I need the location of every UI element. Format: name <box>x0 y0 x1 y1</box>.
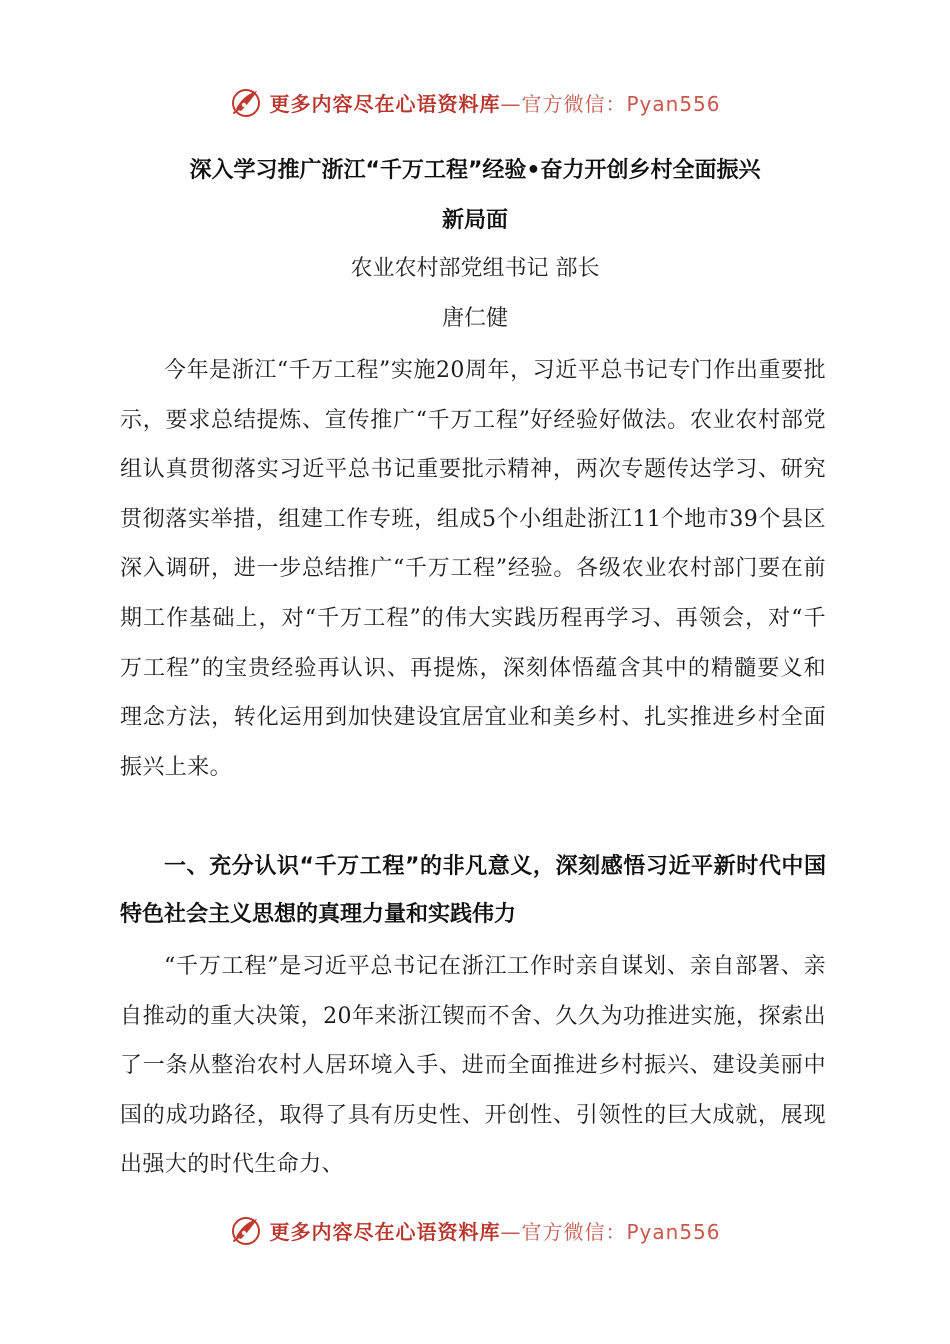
watermark-banner-bottom <box>0 1208 950 1252</box>
document-title-line2: 新局面 <box>441 208 508 233</box>
body-paragraph-1: 今年是浙江“千万工程”实施20周年，习近平总书记专门作出重要批示，要求总结提炼、宣传推广“千万工程”好经验好做法。农业农村部党组认真贯彻落实习近平总书记重要批示精神，两次专题传达学习、研究贯彻落实举措，组建工作专班，组成5个小组赴浙江11个地市39个县区深入调研，进一步总结推广“千万工程”经验。各级农业农村部门要在前期工作基础上，对“千万工程”的伟大实践历程再学习、再领会，对“千万工程”的宝贵经验再认识、再提炼，深刻体悟蕴含其中的精髓要义和理念方法，转化运用到加快建设宜居宜业和美乡村、扎实推进乡村全面振兴上来。 <box>120 358 826 780</box>
watermark-text <box>269 88 720 117</box>
watermark-handle: Pyan556 <box>626 1219 721 1244</box>
pen-nib-seal-icon <box>229 85 263 119</box>
watermark-official-label: 官方微信： <box>521 91 627 116</box>
author-name: 唐仁健 <box>441 306 508 331</box>
watermark-main-text: 更多内容尽在心语资料库 <box>269 91 501 116</box>
document-title-line1: 深入学习推广浙江“千万工程”经验•奋力开创乡村全面振兴 <box>189 158 761 183</box>
watermark-content <box>229 85 720 119</box>
pen-nib-seal-icon <box>229 1213 263 1247</box>
watermark-content <box>229 1213 720 1247</box>
section-1-heading: 一、充分认识“千万工程”的非凡意义，深刻感悟习近平新时代中国特色社会主义思想的真理力量和实践伟力 <box>120 854 826 927</box>
body-paragraph-2: “千万工程”是习近平总书记在浙江工作时亲自谋划、亲自部署、亲自推动的重大决策，20年来浙江锲而不舍、久久为功推进实施，探索出了一条从整治农村人居环境入手、进而全面推进乡村振兴、建设美丽中国的成功路径，取得了具有历史性、开创性、引领性的巨大成就，展现出强大的时代生命力、 <box>120 954 826 1178</box>
watermark-text <box>269 1216 720 1245</box>
watermark-official-label: 官方微信： <box>521 1219 627 1244</box>
watermark-handle: Pyan556 <box>626 91 721 116</box>
watermark-banner-top <box>0 80 950 124</box>
watermark-main-text: 更多内容尽在心语资料库 <box>269 1219 501 1244</box>
watermark-dash: — <box>500 1219 522 1244</box>
author-position: 农业农村部党组书记 部长 <box>350 256 600 281</box>
watermark-dash: — <box>500 91 522 116</box>
